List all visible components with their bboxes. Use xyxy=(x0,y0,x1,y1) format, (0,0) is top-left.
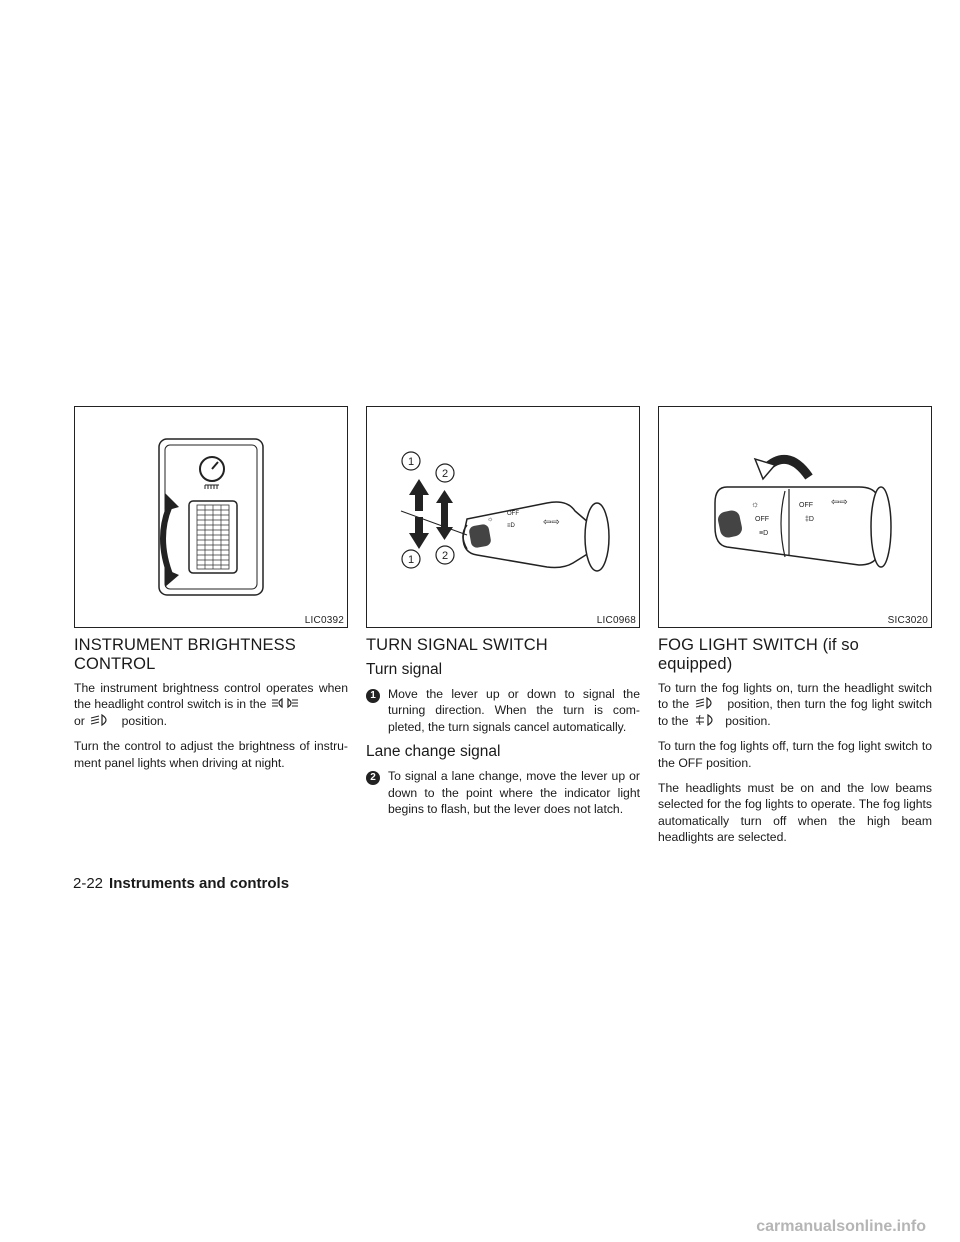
subheading: Turn signal xyxy=(366,661,443,678)
section-heading: FOG LIGHT SWITCH (if so equipped) xyxy=(658,636,859,673)
figure-code: LIC0968 xyxy=(596,615,636,626)
paragraph: The headlights must be on and the low beams selected for the fog lights to operate. The fog lights automatically turn off when the high beam headlights are selected. xyxy=(658,781,932,845)
figure-instrument-brightness xyxy=(74,406,348,628)
paragraph xyxy=(74,680,348,729)
fog-light-icon xyxy=(692,714,722,726)
parking-light-icon xyxy=(270,697,300,709)
page-footer xyxy=(73,875,289,892)
subheading: Lane change signal xyxy=(366,743,501,761)
item-text: To signal a lane change, move the lever up or down to the point where the indicator light begins to flash, but the lever does not latch. xyxy=(388,769,640,817)
svg-text:⇦⇨: ⇦⇨ xyxy=(543,517,560,528)
section-heading: INSTRUMENT BRIGHTNESS CONTROL xyxy=(74,636,296,673)
svg-text:≡D: ≡D xyxy=(507,523,515,529)
paragraph: To turn the fog lights off, turn the fog light switch to the OFF position. xyxy=(658,739,932,770)
column-instrument-brightness xyxy=(74,406,348,780)
paragraph: Turn the control to adjust the brightness of instru- ment panel lights when driving at night. xyxy=(74,739,348,770)
headlight-icon xyxy=(88,714,118,726)
figure-label: 2 xyxy=(441,468,449,480)
svg-text:OFF: OFF xyxy=(755,516,769,523)
paragraph-text: or xyxy=(74,713,85,728)
item-number-label: 2 xyxy=(366,771,380,785)
figure-code: SIC3020 xyxy=(887,615,928,626)
numbered-item xyxy=(366,768,640,817)
figure-label: 1 xyxy=(407,456,415,468)
svg-text:OFF: OFF xyxy=(507,511,519,517)
figure-label: 2 xyxy=(441,550,449,562)
svg-text:☼: ☼ xyxy=(751,499,760,509)
svg-text:≡D: ≡D xyxy=(759,530,769,537)
section-heading: TURN SIGNAL SWITCH xyxy=(366,636,548,654)
svg-text:‡D: ‡D xyxy=(805,516,814,523)
item-number xyxy=(366,686,388,735)
paragraph-text: position, then turn the fog light switch to the xyxy=(658,697,932,728)
paragraph-text: position. xyxy=(725,713,771,728)
svg-text:⇦⇨: ⇦⇨ xyxy=(831,497,848,508)
svg-text:☼: ☼ xyxy=(487,516,494,523)
svg-text:OFF: OFF xyxy=(799,502,813,509)
figure-label: 1 xyxy=(407,554,415,566)
paragraph-text: To turn the fog lights on, turn the headlight switch to the xyxy=(658,681,932,712)
paragraph-text: The instrument brightness control operates when the headlight control switch is in the xyxy=(74,681,348,712)
turn-signal-lever-illustration xyxy=(367,407,639,627)
watermark: carmanualsonline.info xyxy=(756,1218,926,1235)
paragraph-text: position. xyxy=(121,713,168,728)
figure-turn-signal xyxy=(366,406,640,628)
fog-light-switch-illustration xyxy=(659,407,931,627)
figure-fog-light xyxy=(658,406,932,628)
item-number xyxy=(366,768,388,817)
item-number-label: 1 xyxy=(366,689,380,703)
figure-code: LIC0392 xyxy=(304,615,344,626)
brightness-dial-illustration xyxy=(75,407,347,627)
paragraph xyxy=(658,680,932,729)
page-number: 2-22 xyxy=(73,875,104,892)
section-title: Instruments and controls xyxy=(109,875,290,892)
headlight-icon xyxy=(693,697,723,709)
numbered-item xyxy=(366,686,640,735)
column-turn-signal xyxy=(366,406,640,825)
column-fog-light xyxy=(658,406,932,855)
item-text: Move the lever up or down to signal the turning direction. When the turn is com- pleted, the turn signals cancel automatically. xyxy=(388,687,640,734)
